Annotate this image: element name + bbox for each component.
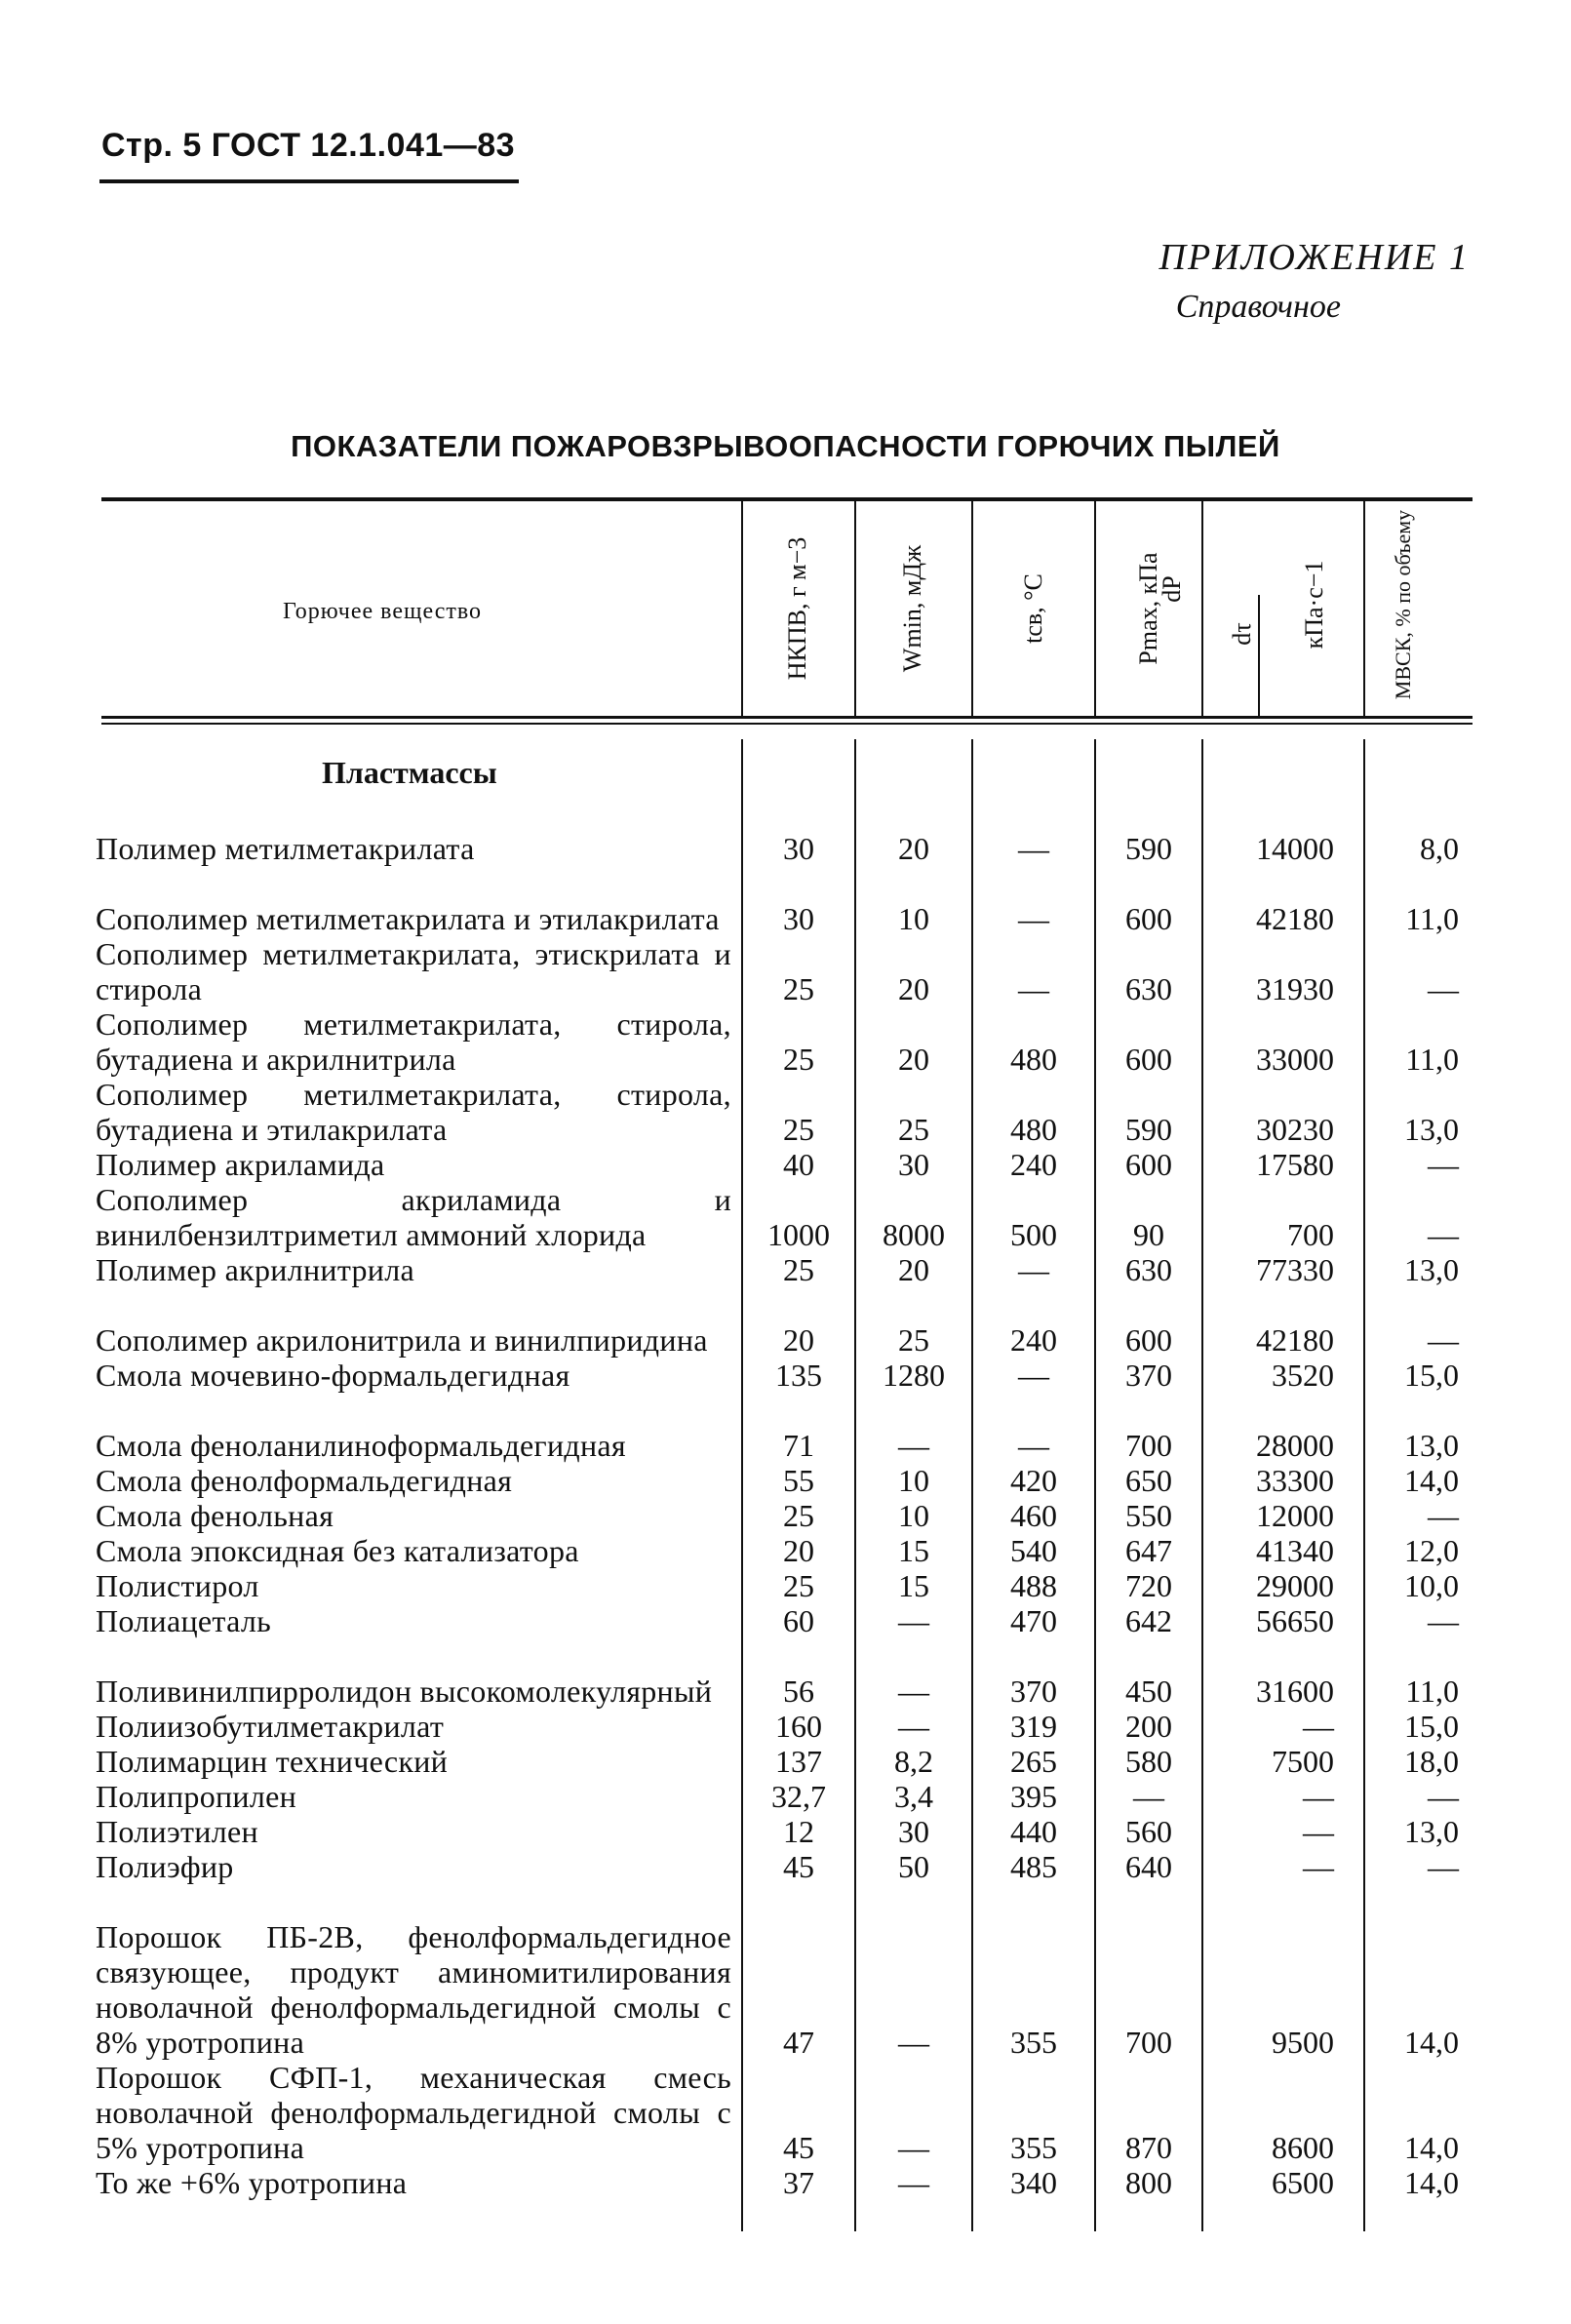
tsv-value: — [1018, 901, 1049, 936]
dpdt-value: 33300 [1256, 1463, 1334, 1498]
pmax-value: 590 [1125, 831, 1172, 866]
tsv-value: — [1018, 971, 1049, 1006]
column-header-dpdt-mid: dτ [1228, 622, 1256, 646]
table-row [0, 1533, 1571, 1568]
column-header-dpdt-unit: кПа·с−1 [1300, 560, 1328, 650]
tsv-value: 540 [1010, 1533, 1057, 1568]
pmax-value: 700 [1125, 2025, 1172, 2060]
tsv-value: 240 [1010, 1147, 1057, 1182]
tsv-value: — [1018, 1358, 1049, 1393]
mvsk-value: 14,0 [1404, 2165, 1459, 2200]
tsv-value: 265 [1010, 1744, 1057, 1779]
mvsk-value: 14,0 [1404, 2130, 1459, 2165]
nkpv-value: 30 [783, 901, 814, 936]
column-header-mvsk: МВСК, % по объему [1391, 509, 1415, 700]
pmax-value: 700 [1125, 1428, 1172, 1463]
mvsk-value: — [1428, 1147, 1459, 1182]
nkpv-value: 25 [783, 1568, 814, 1603]
wmin-value: — [898, 1603, 929, 1638]
mvsk-value: 13,0 [1404, 1252, 1459, 1287]
column-header-tsv: tсв, °С [1019, 573, 1047, 644]
wmin-value: 3,4 [894, 1779, 933, 1814]
tsv-value: — [1018, 831, 1049, 866]
nkpv-value: 45 [783, 1849, 814, 1884]
substance-name: Полиацеталь [96, 1603, 272, 1638]
substance-name: Полимер акрилнитрила [96, 1252, 414, 1287]
tsv-value: — [1018, 1252, 1049, 1287]
pmax-value: 450 [1125, 1674, 1172, 1709]
nkpv-value: 45 [783, 2130, 814, 2165]
pmax-value: 600 [1125, 1042, 1172, 1077]
wmin-value: — [898, 2130, 929, 2165]
pmax-value: 720 [1125, 1568, 1172, 1603]
tsv-value: 370 [1010, 1674, 1057, 1709]
wmin-value: — [898, 1428, 929, 1463]
substance-name: Смола фенолформальдегидная [96, 1463, 513, 1498]
wmin-value: 20 [898, 971, 929, 1006]
tsv-value: 440 [1010, 1814, 1057, 1849]
dpdt-value: 41340 [1256, 1533, 1334, 1568]
substance-name: Смола эпоксидная без катализатора [96, 1533, 579, 1568]
substance-name: Полистирол [96, 1568, 259, 1603]
substance-name: Порошок СФП-1, механическая смесь новолачной фенолформальдегидной смолы с 5% уротропина [96, 2060, 731, 2165]
dpdt-value: — [1303, 1779, 1334, 1814]
mvsk-value: 18,0 [1404, 1744, 1459, 1779]
mvsk-value: 14,0 [1404, 1463, 1459, 1498]
dpdt-value: 42180 [1256, 901, 1334, 936]
page-header: Стр. 5 ГОСТ 12.1.041—83 [101, 127, 516, 164]
dpdt-value: 8600 [1272, 2130, 1334, 2165]
column-header-wmin: Wmin, мДж [898, 544, 926, 673]
tsv-value: 480 [1010, 1112, 1057, 1147]
pmax-value: 647 [1125, 1533, 1172, 1568]
dpdt-value: 77330 [1256, 1252, 1334, 1287]
dpdt-value: 14000 [1256, 831, 1334, 866]
header-divider [854, 501, 856, 716]
table-row [0, 1077, 1571, 1147]
nkpv-value: 135 [775, 1358, 822, 1393]
dpdt-value: 31600 [1256, 1674, 1334, 1709]
substance-name: Сополимер метилметакрилата и этилакрилата [96, 901, 720, 936]
dpdt-value: 9500 [1272, 2025, 1334, 2060]
wmin-value: 8,2 [894, 1744, 933, 1779]
substance-name: Полимер метилметакрилата [96, 831, 475, 866]
substance-name: Порошок ПБ-2В, фенолформальдегидное связующее, продукт аминомитилирования новолачной фенолформальдегидной смолы с 8% уротропина [96, 1919, 731, 2060]
table-row [0, 1463, 1571, 1498]
table-row [0, 1638, 1571, 1709]
tsv-value: 395 [1010, 1779, 1057, 1814]
mvsk-value: — [1428, 1498, 1459, 1533]
substance-name: Смола фенольная [96, 1498, 334, 1533]
table-row [0, 1849, 1571, 1884]
tsv-value: — [1018, 1428, 1049, 1463]
substance-name: Поливинилпирролидон высокомолекулярный [96, 1674, 713, 1709]
mvsk-value: 15,0 [1404, 1709, 1459, 1744]
mvsk-value: 11,0 [1405, 901, 1459, 936]
dpdt-value: 29000 [1256, 1568, 1334, 1603]
nkpv-value: 25 [783, 1252, 814, 1287]
nkpv-value: 71 [783, 1428, 814, 1463]
table-row [0, 1147, 1571, 1182]
column-header-dpdt-top: dP [1158, 575, 1186, 603]
wmin-value: 8000 [883, 1217, 945, 1252]
substance-name: Полипропилен [96, 1779, 297, 1814]
mvsk-value: 13,0 [1404, 1428, 1459, 1463]
header-divider [741, 501, 743, 716]
table-row [0, 831, 1571, 866]
table-row [0, 1287, 1571, 1358]
mvsk-value: 12,0 [1404, 1533, 1459, 1568]
wmin-value: 30 [898, 1814, 929, 1849]
header-divider [1094, 501, 1096, 716]
dpdt-value: — [1303, 1814, 1334, 1849]
pmax-value: 630 [1125, 971, 1172, 1006]
substance-name: Смола феноланилиноформальдегидная [96, 1428, 626, 1463]
tsv-value: 488 [1010, 1568, 1057, 1603]
table-row [0, 1709, 1571, 1744]
pmax-value: 370 [1125, 1358, 1172, 1393]
appendix-title: ПРИЛОЖЕНИЕ 1 [1159, 237, 1470, 278]
wmin-value: 50 [898, 1849, 929, 1884]
dpdt-value: 42180 [1256, 1322, 1334, 1358]
wmin-value: 20 [898, 1042, 929, 1077]
tsv-value: 340 [1010, 2165, 1057, 2200]
pmax-value: 650 [1125, 1463, 1172, 1498]
dpdt-value: 17580 [1256, 1147, 1334, 1182]
wmin-value: 20 [898, 1252, 929, 1287]
mvsk-value: 11,0 [1405, 1042, 1459, 1077]
nkpv-value: 137 [775, 1744, 822, 1779]
substance-name: Сополимер акриламида и винилбензилтриметил аммоний хлорида [96, 1182, 731, 1252]
page-header-rule [99, 179, 519, 183]
nkpv-value: 30 [783, 831, 814, 866]
dpdt-value: 6500 [1272, 2165, 1334, 2200]
tsv-value: 355 [1010, 2130, 1057, 2165]
table-row [0, 1182, 1571, 1252]
tsv-value: 319 [1010, 1709, 1057, 1744]
pmax-value: 800 [1125, 2165, 1172, 2200]
pmax-value: 640 [1125, 1849, 1172, 1884]
substance-name: Сополимер метилметакрилата, этискрилата и стирола [96, 936, 731, 1006]
wmin-value: 15 [898, 1533, 929, 1568]
mvsk-value: 10,0 [1404, 1568, 1459, 1603]
wmin-value: — [898, 1709, 929, 1744]
tsv-value: 480 [1010, 1042, 1057, 1077]
wmin-value: 1280 [883, 1358, 945, 1393]
table-row [0, 2165, 1571, 2200]
substance-name: Сополимер акрилонитрила и винилпиридина [96, 1322, 708, 1358]
pmax-value: 642 [1125, 1603, 1172, 1638]
wmin-value: 15 [898, 1568, 929, 1603]
header-divider [1201, 501, 1203, 716]
substance-name: То же +6% уротропина [96, 2165, 408, 2200]
wmin-value: 20 [898, 831, 929, 866]
pmax-value: 600 [1125, 1147, 1172, 1182]
section-title: Пластмассы [322, 755, 497, 790]
wmin-value: 25 [898, 1322, 929, 1358]
tsv-value: 420 [1010, 1463, 1057, 1498]
tsv-value: 500 [1010, 1217, 1057, 1252]
table-row [0, 936, 1571, 1006]
table-row [0, 1358, 1571, 1393]
wmin-value: 10 [898, 1463, 929, 1498]
table-header-rule [101, 723, 1473, 725]
substance-name: Полиизобутилметакрилат [96, 1709, 445, 1744]
table-row [0, 866, 1571, 936]
dpdt-value: 56650 [1256, 1603, 1334, 1638]
mvsk-value: — [1428, 1322, 1459, 1358]
table-row [0, 1603, 1571, 1638]
wmin-value: 10 [898, 1498, 929, 1533]
mvsk-value: — [1428, 1217, 1459, 1252]
wmin-value: — [898, 1674, 929, 1709]
dpdt-value: 31930 [1256, 971, 1334, 1006]
tsv-value: 355 [1010, 2025, 1057, 2060]
pmax-value: 550 [1125, 1498, 1172, 1533]
mvsk-value: — [1428, 1849, 1459, 1884]
nkpv-value: 160 [775, 1709, 822, 1744]
nkpv-value: 56 [783, 1674, 814, 1709]
nkpv-value: 47 [783, 2025, 814, 2060]
dpdt-value: 3520 [1272, 1358, 1334, 1393]
appendix-subtitle: Справочное [1175, 289, 1341, 325]
nkpv-value: 40 [783, 1147, 814, 1182]
table-row [0, 1006, 1571, 1077]
nkpv-value: 60 [783, 1603, 814, 1638]
wmin-value: 30 [898, 1147, 929, 1182]
pmax-value: 870 [1125, 2130, 1172, 2165]
table-row [0, 1568, 1571, 1603]
mvsk-value: 13,0 [1404, 1814, 1459, 1849]
nkpv-value: 25 [783, 1042, 814, 1077]
nkpv-value: 37 [783, 2165, 814, 2200]
substance-name: Полиэтилен [96, 1814, 258, 1849]
column-header-substance: Горючее вещество [283, 599, 483, 624]
mvsk-value: 11,0 [1405, 1674, 1459, 1709]
nkpv-value: 55 [783, 1463, 814, 1498]
pmax-value: — [1133, 1779, 1164, 1814]
mvsk-value: 8,0 [1420, 831, 1459, 866]
dpdt-value: 12000 [1256, 1498, 1334, 1533]
dpdt-value: 30230 [1256, 1112, 1334, 1147]
table-row [0, 2060, 1571, 2165]
table-row [0, 1814, 1571, 1849]
mvsk-value: 13,0 [1404, 1112, 1459, 1147]
wmin-value: 10 [898, 901, 929, 936]
tsv-value: 485 [1010, 1849, 1057, 1884]
column-header-nkpv: НКПВ, г м−3 [783, 536, 811, 681]
dpdt-value: 33000 [1256, 1042, 1334, 1077]
mvsk-value: 15,0 [1404, 1358, 1459, 1393]
substance-name: Сополимер метилметакрилата, стирола, бутадиена и этилакрилата [96, 1077, 731, 1147]
nkpv-value: 12 [783, 1814, 814, 1849]
dpdt-value: — [1303, 1849, 1334, 1884]
pmax-value: 580 [1125, 1744, 1172, 1779]
nkpv-value: 20 [783, 1533, 814, 1568]
mvsk-value: — [1428, 1603, 1459, 1638]
substance-name: Полимарцин технический [96, 1744, 449, 1779]
substance-name: Полимер акриламида [96, 1147, 385, 1182]
table-row [0, 1744, 1571, 1779]
mvsk-value: — [1428, 971, 1459, 1006]
pmax-value: 600 [1125, 1322, 1172, 1358]
table-row [0, 1393, 1571, 1463]
pmax-value: 90 [1133, 1217, 1164, 1252]
dpdt-value: — [1303, 1709, 1334, 1744]
table-row [0, 1498, 1571, 1533]
nkpv-value: 1000 [767, 1217, 830, 1252]
table-row [0, 1884, 1571, 2060]
column-header-pmax: Pmax, кПа [1134, 552, 1162, 665]
wmin-value: 25 [898, 1112, 929, 1147]
pmax-value: 200 [1125, 1709, 1172, 1744]
pmax-value: 600 [1125, 901, 1172, 936]
table-row [0, 1252, 1571, 1287]
substance-name: Сополимер метилметакрилата, стирола, бутадиена и акрилнитрила [96, 1006, 731, 1077]
header-divider [1363, 501, 1365, 716]
mvsk-value: 14,0 [1404, 2025, 1459, 2060]
pmax-value: 590 [1125, 1112, 1172, 1147]
dpdt-value: 7500 [1272, 1744, 1334, 1779]
tsv-value: 470 [1010, 1603, 1057, 1638]
wmin-value: — [898, 2025, 929, 2060]
tsv-value: 240 [1010, 1322, 1057, 1358]
header-divider [971, 501, 973, 716]
pmax-value: 560 [1125, 1814, 1172, 1849]
substance-name: Полиэфир [96, 1849, 234, 1884]
nkpv-value: 25 [783, 971, 814, 1006]
nkpv-value: 25 [783, 1498, 814, 1533]
nkpv-value: 20 [783, 1322, 814, 1358]
dpdt-value: 28000 [1256, 1428, 1334, 1463]
table-title: ПОКАЗАТЕЛИ ПОЖАРОВЗРЫВООПАСНОСТИ ГОРЮЧИХ ПЫЛЕЙ [291, 429, 1280, 463]
tsv-value: 460 [1010, 1498, 1057, 1533]
wmin-value: — [898, 2165, 929, 2200]
dpdt-value: 700 [1287, 1217, 1334, 1252]
substance-name: Смола мочевино-формальдегидная [96, 1358, 570, 1393]
pmax-value: 630 [1125, 1252, 1172, 1287]
mvsk-value: — [1428, 1779, 1459, 1814]
nkpv-value: 32,7 [771, 1779, 826, 1814]
table-row [0, 1779, 1571, 1814]
table-header-rule [101, 716, 1473, 719]
nkpv-value: 25 [783, 1112, 814, 1147]
